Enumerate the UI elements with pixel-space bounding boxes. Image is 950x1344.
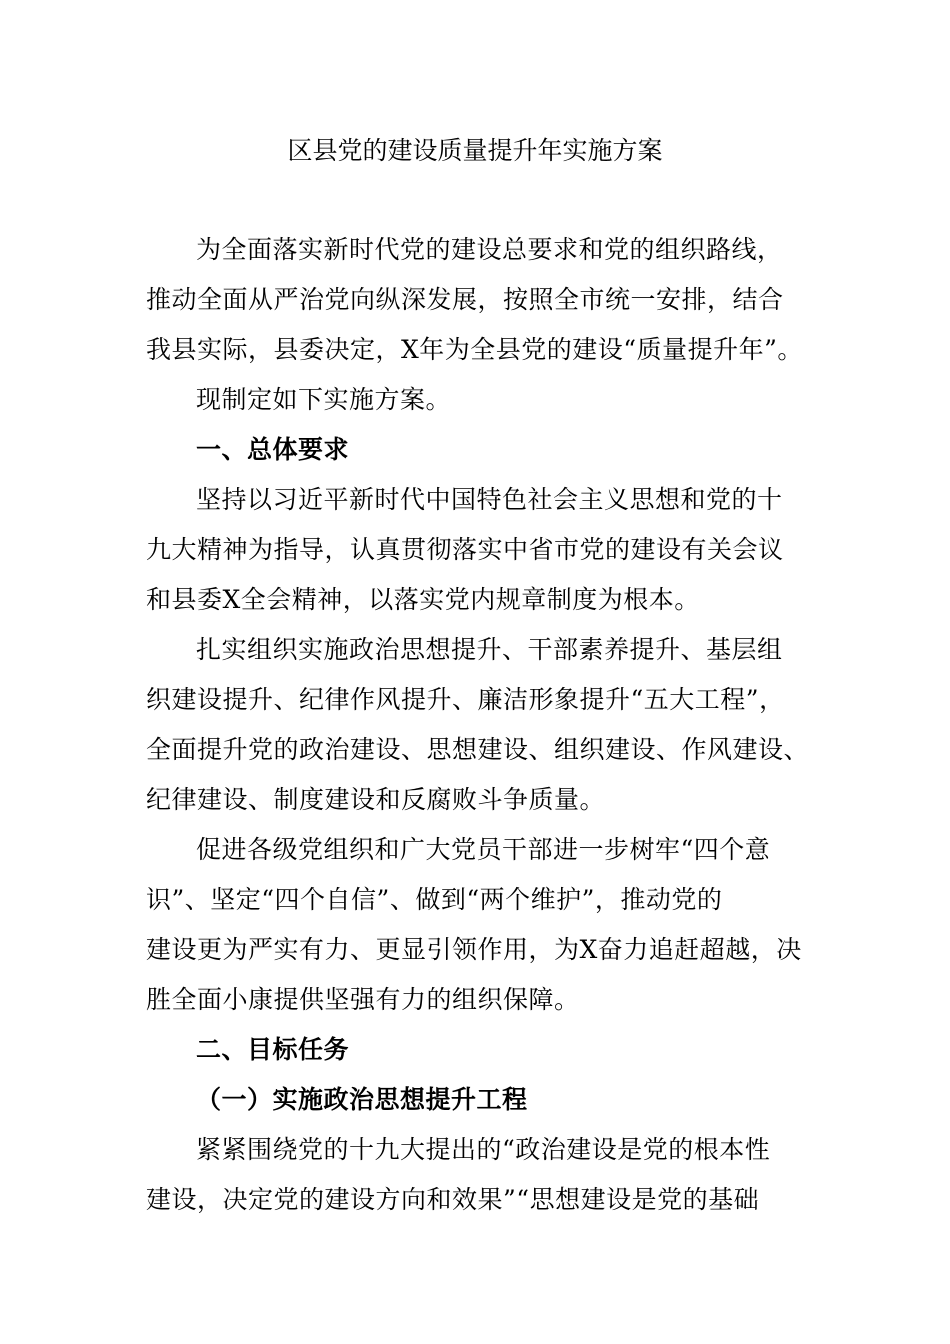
section-heading: 二、目标任务 xyxy=(196,1035,350,1064)
paragraph-line: 九大精神为指导，认真贯彻落实中省市党的建设有关会议 xyxy=(146,535,784,564)
subsection-heading: （一）实施政治思想提升工程 xyxy=(196,1085,528,1114)
document-title: 区县党的建设质量提升年实施方案 xyxy=(287,136,663,165)
paragraph-line: 现制定如下实施方案。 xyxy=(196,385,452,414)
paragraph-line: 织建设提升、纪律作风提升、廉洁形象提升“五大工程”， xyxy=(146,685,785,714)
paragraph-line: 紧紧围绕党的十九大提出的“政治建设是党的根本性 xyxy=(196,1135,771,1164)
paragraph-line: 和县委X全会精神，以落实党内规章制度为根本。 xyxy=(146,585,700,614)
paragraph-line: 全面提升党的政治建设、思想建设、组织建设、作风建设、 xyxy=(146,735,810,764)
paragraph-line: 促进各级党组织和广大党员干部进一步树牢“四个意 xyxy=(196,835,771,864)
paragraph-line: 识”、坚定“四个自信”、做到“两个维护”，推动党的 xyxy=(146,885,723,914)
paragraph-line: 建设更为严实有力、更显引领作用，为X奋力追赶超越，决 xyxy=(146,935,802,964)
paragraph-line: 胜全面小康提供坚强有力的组织保障。 xyxy=(146,985,580,1014)
paragraph-line: 为全面落实新时代党的建设总要求和党的组织路线， xyxy=(196,235,783,264)
section-heading: 一、总体要求 xyxy=(196,435,350,464)
paragraph-line: 建设，决定党的建设方向和效果”“思想建设是党的基础 xyxy=(146,1185,760,1214)
paragraph-line: 推动全面从严治党向纵深发展，按照全市统一安排，结合 xyxy=(146,285,784,314)
paragraph-line: 扎实组织实施政治思想提升、干部素养提升、基层组 xyxy=(196,635,783,664)
paragraph-line: 纪律建设、制度建设和反腐败斗争质量。 xyxy=(146,785,606,814)
paragraph-line: 我县实际，县委决定，X年为全县党的建设“质量提升年”。 xyxy=(146,335,803,364)
paragraph-line: 坚持以习近平新时代中国特色社会主义思想和党的十 xyxy=(196,485,783,514)
